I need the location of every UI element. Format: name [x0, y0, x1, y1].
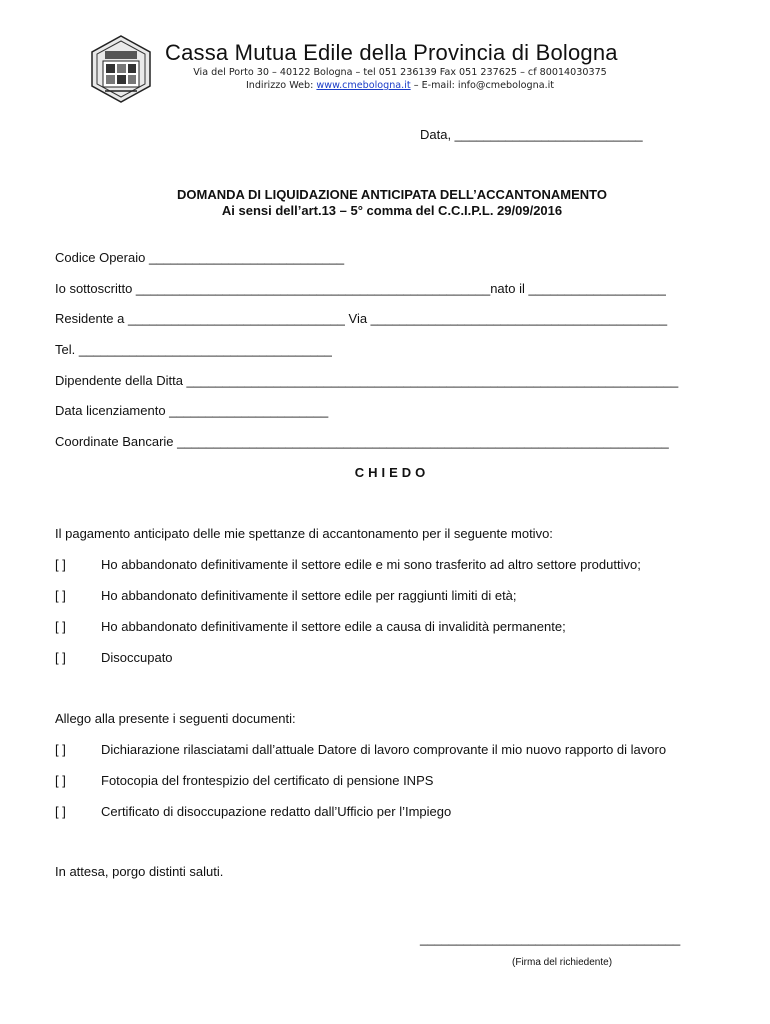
documento-label-2: Fotocopia del frontespizio del certificato di pensione INPS	[101, 773, 434, 788]
documento-checkbox-3[interactable]: [ ]	[55, 804, 66, 819]
codice-operaio-field[interactable]: Codice Operaio ___________________________	[55, 250, 345, 265]
motivo-checkbox-1[interactable]: [ ]	[55, 557, 66, 572]
motivo-label-3: Ho abbandonato definitivamente il settore edile a causa di invalidità permanente;	[101, 619, 566, 634]
motivo-intro: Il pagamento anticipato delle mie spettanze di accantonamento per il seguente motivo:	[55, 526, 553, 541]
motivo-label-1: Ho abbandonato definitivamente il settore edile e mi sono trasferito ad altro settore produttivo;	[101, 557, 641, 572]
cassa-mutua-logo	[90, 35, 152, 103]
email-text: – E-mail: info@cmebologna.it	[410, 80, 555, 91]
signature-label: (Firma del richiedente)	[512, 957, 613, 968]
tel-field[interactable]: Tel. ___________________________________	[55, 342, 332, 357]
motivo-checkbox-2[interactable]: [ ]	[55, 588, 66, 603]
motivo-label-2: Ho abbandonato definitivamente il settore edile per raggiunti limiti di età;	[101, 588, 517, 603]
dipendente-ditta-field[interactable]: Dipendente della Ditta ____________________________________________________________________	[55, 373, 679, 388]
documento-label-3: Certificato di disoccupazione redatto dall’Ufficio per l’Impiego	[101, 804, 452, 819]
motivo-label-4: Disoccupato	[101, 650, 173, 665]
web-label: Indirizzo Web:	[245, 80, 317, 91]
chiedo-heading: CHIEDO	[354, 465, 430, 480]
closing-salutation: In attesa, porgo distinti saluti.	[55, 864, 224, 879]
signature-line[interactable]: ____________________________________	[420, 931, 681, 946]
allego-intro: Allego alla presente i seguenti documenti:	[55, 711, 296, 726]
documento-checkbox-1[interactable]: [ ]	[55, 742, 66, 757]
organization-address: Via del Porto 30 – 40122 Bologna – tel 051 236139 Fax 051 237625 – cf 80014030375	[193, 67, 607, 78]
website-link[interactable]: www.cmebologna.it	[316, 80, 411, 91]
documento-checkbox-2[interactable]: [ ]	[55, 773, 66, 788]
motivo-checkbox-3[interactable]: [ ]	[55, 619, 66, 634]
date-field[interactable]: Data, __________________________	[420, 127, 643, 142]
data-licenziamento-field[interactable]: Data licenziamento ______________________	[55, 403, 329, 418]
form-title: DOMANDA DI LIQUIDAZIONE ANTICIPATA DELL’ACCANTONAMENTO	[177, 187, 607, 202]
sottoscritto-field[interactable]: Io sottoscritto _________________________________________________nato il ___________________	[55, 281, 666, 296]
motivo-checkbox-4[interactable]: [ ]	[55, 650, 66, 665]
coordinate-bancarie-field[interactable]: Coordinate Bancarie ____________________________________________________________________	[55, 434, 669, 449]
organization-name: Cassa Mutua Edile della Provincia di Bologna	[165, 40, 618, 65]
organization-contacts	[172, 80, 628, 91]
form-subtitle: Ai sensi dell’art.13 – 5° comma del C.C.I.P.L. 29/09/2016	[221, 203, 563, 218]
residente-field[interactable]: Residente a ______________________________ Via _________________________________________	[55, 311, 668, 326]
documento-label-1: Dichiarazione rilasciatami dall’attuale Datore di lavoro comprovante il mio nuovo rapporto di lavoro	[101, 742, 667, 757]
